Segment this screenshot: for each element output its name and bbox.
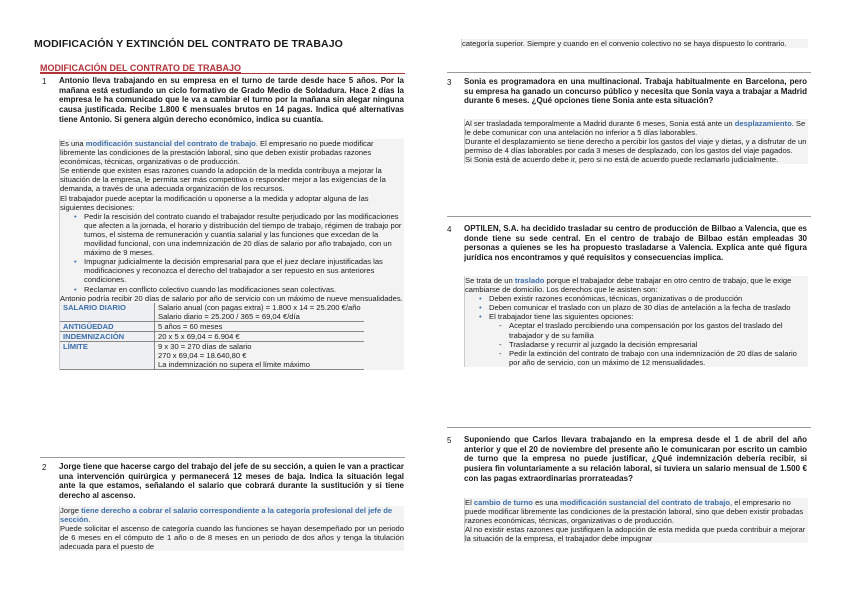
- table-row: LÍMITE 9 x 30 = 270 días de salario 270 x 69,04 = 18.640,80 € La indemnización no supera el límite máximo: [60, 341, 364, 369]
- list-item: - Aceptar el traslado percibiendo una compensación por los gastos del traslado del trabajador y de su familia: [509, 321, 808, 339]
- answer-5: [464, 498, 808, 543]
- section-heading: MODIFICACIÓN DEL CONTRATO DE TRABAJO: [40, 63, 242, 73]
- answer-2-continued: categoría superior. Siempre y cuando en el convenio colectivo no se haya dispuesto lo contrario.: [461, 39, 808, 48]
- answer-3-p3: Si Sonia está de acuerdo debe ir, pero si no está de acuerdo puede reclamarlo judicialmente.: [465, 155, 779, 165]
- question-divider: [447, 72, 811, 73]
- list-item: • Pedir la rescisión del contrato cuando el trabajador resulte perjudicado por las modificaciones que afecten a la jornada, el horario y distribución del tiempo de trabajo, régimen de trabajo por turnos, el sistema de remuneración y cuantía salarial y las funciones que excedan de la movilidad funcional, con una indemnización de 20 días de salario por año trabajado, con un máximo de 9 meses.: [84, 212, 404, 257]
- question-3: Sonia es programadora en una multinacional. Trabaja habitualmente en Barcelona, pero su empresa ha ganado un concurso público y necesita que Sonia vaya a trabajar a Madrid durante 6 meses. ¿Qué opciones tiene Sonia ante esta situación?: [464, 77, 807, 106]
- list-item: • Deben existir razones económicas, técnicas, organizativas o de producción: [489, 294, 808, 303]
- answer-1-p4: Antonio podría recibir 20 días de salario por año de servicio con un máximo de nueve mensualidades.: [60, 293, 403, 303]
- table-row: ANTIGÜEDAD 5 años = 60 meses: [60, 321, 364, 331]
- answer-3-intro: Al ser trasladada temporalmente a Madrid durante 6 meses, Sonia está ante un desplazamiento. Se le debe comunicar con una antelación no inferior a 5 días laborables.: [465, 119, 806, 138]
- question-divider: [447, 216, 811, 217]
- answer-2-p2: Puede solicitar el ascenso de categoría cuando las funciones se hayan desempeñado por un periodo de 6 meses en el cómputo de 1 año o de 8 meses en un periodo de dos años y tenga la titulación adecuada para el puesto de: [60, 524, 404, 552]
- answer-1: [59, 139, 404, 370]
- answer-3-p2: Durante el desplazamiento se tiene derecho a percibir los gastos del viaje y dietas, y a disfrutar de un permiso de 4 días laborables por cada 3 meses de desplazado, con los gastos del viaje pagados.: [465, 137, 807, 156]
- section-divider: [40, 73, 405, 74]
- question-number: 3: [447, 78, 452, 87]
- list-item: • Impugnar judicialmente la decisión empresarial para que el juez declare injustificadas las modificaciones y reconozca el derecho del trabajador a ser repuesto en sus anteriores condiciones.: [84, 257, 404, 284]
- answer-1-intro: Es una modificación sustancial del contrato de trabajo. El empresario no puede modificar libremente las condiciones de la prestación laboral, sino que deben existir probadas razones económicas, técnicas, organizativas o de producción.: [60, 139, 374, 167]
- question-divider: [447, 427, 811, 428]
- question-number: 4: [447, 225, 452, 234]
- question-number: 5: [447, 436, 452, 445]
- question-4: OPTILEN, S.A. ha decidido trasladar su centro de producción de Bilbao a Valencia, que es donde tiene su sede central. En el centro de trabajo de Bilbao están empleadas 30 personas a quienes se les ha propuesto trasladarse a Valencia. Explica ante qué figura jurídica nos encontramos y qué requisitos y consecuencias implica.: [464, 224, 807, 263]
- question-2: Jorge tiene que hacerse cargo del trabajo del jefe de su sección, a quien le van a practicar una intervención quirúrgica y permanecerá 12 meses de baja. Indica la situación legal ante la que estamos, señalando el salario que cobrará durante la sustitución y si tiene derecho al ascenso.: [59, 462, 404, 501]
- answer-5-p2: Al no existir estas razones que justifiquen la adopción de esta medida que pueda contribuir a mejorar la situación de la empresa, el trabajador debe impugnar: [465, 525, 806, 544]
- table-row: INDEMNIZACIÓN 20 x 5 x 69,04 = 6.904 €: [60, 331, 364, 341]
- calc-table: [60, 303, 364, 370]
- answer-2: [59, 506, 404, 551]
- answer-4-intro: Se trata de un traslado porque el trabajador debe trabajar en otro centro de trabajo, que le exige cambiarse de domicilio. Los derechos que le asisten son:: [465, 276, 792, 295]
- answer-4: [464, 276, 808, 367]
- question-number: 2: [42, 463, 47, 472]
- list-item: - Trasladarse y recurrir al juzgado la decisión empresarial: [509, 340, 808, 349]
- question-number: 1: [42, 77, 47, 86]
- answer-2-intro: Jorge tiene derecho a cobrar el salario correspondiente a la categoría profesional del jefe de sección.: [60, 506, 393, 525]
- question-5: Suponiendo que Carlos llevara trabajando en la empresa desde el 1 de abril del año anterior y que el 20 de noviembre del presente año le comunicaran por escrito un cambio de turno que la empresa no puede justificar, ¿Qué indemnización debería recibir, si pusiera fin voluntariamente a su relación laboral, si tuviera un salario mensual de 1.500 € con las pagas extraordinarias prorrateadas?: [464, 435, 807, 483]
- answer-5-intro: El cambio de turno es una modificación sustancial del contrato de trabajo, el empresario no puede modificar libremente las condiciones de la prestación laboral, sino que deben existir probadas razones económicas, técnicas, organizativas o de producción.: [465, 498, 804, 526]
- question-divider: [40, 457, 405, 458]
- document-title: MODIFICACIÓN Y EXTINCIÓN DEL CONTRATO DE TRABAJO: [34, 38, 343, 50]
- list-item: • Reclamar en conflicto colectivo cuando las modificaciones sean colectivas.: [84, 285, 404, 294]
- list-item: • Deben comunicar el traslado con un plazo de 30 días de antelación a la fecha de traslado: [489, 303, 808, 312]
- table-row: SALARIO DIARIO Salario anual (con pagas extra) = 1.800 x 14 = 25.200 €/año Salario diario = 25.200 / 365 = 69,04 €/día: [60, 303, 364, 322]
- question-1: Antonio lleva trabajando en su empresa en el turno de tarde desde hace 5 años. Por la mañana está estudiando un ciclo formativo de Grado Medio de Soldadura. Hace 2 días la empresa le ha comunicado que le va a cambiar el turno por la mañana sin alegar ninguna causa justificada. Recibe 1.800 € mensuales brutos en 14 pagas. Indica qué alternativas tiene Antonio. Si genera algún derecho económico, indica su cuantía.: [59, 76, 404, 124]
- answer-3: [464, 119, 808, 164]
- list-item: • El trabajador tiene las siguientes opciones:: [489, 312, 808, 321]
- answer-1-p2: Se entiende que existen esas razones cuando la adopción de la medida contribuya a mejorar la situación de la empresa, le permita ser más competitiva o responder mejor a las exigencias de la demanda, a través de una adecuada organización de los recursos.: [60, 166, 386, 194]
- answer-1-p3: El trabajador puede aceptar la modificación u oponerse a la medida y adoptar alguna de las siguientes decisiones:: [60, 193, 369, 212]
- list-item: - Pedir la extinción del contrato de trabajo con una indemnización de 20 días de salario por año de servicio, con un máximo de 12 mensualidades.: [509, 349, 808, 367]
